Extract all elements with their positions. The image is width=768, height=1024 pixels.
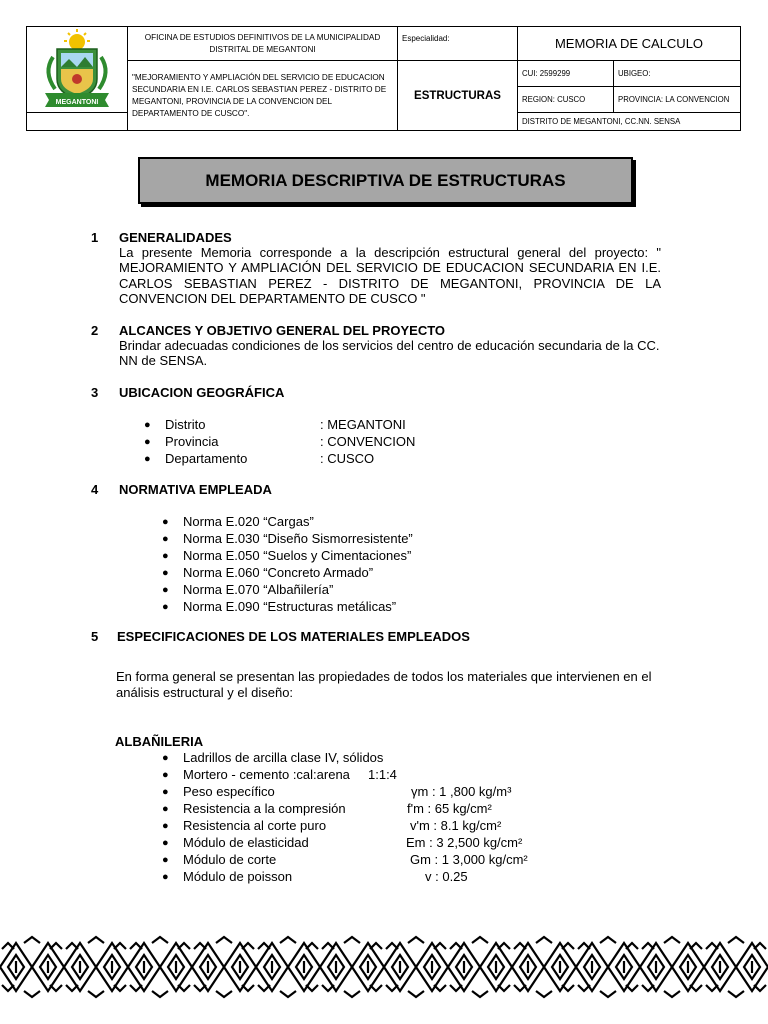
material-label: Peso específico bbox=[183, 784, 275, 799]
section-number: 1 bbox=[91, 230, 99, 245]
especialidad-value: ESTRUCTURAS bbox=[398, 61, 518, 131]
logo-text: MEGANTONI bbox=[55, 99, 99, 106]
bullet: ● bbox=[162, 752, 169, 764]
material-value: f'm : 65 kg/cm² bbox=[407, 801, 492, 816]
ubicacion-label: Departamento bbox=[165, 451, 248, 466]
cui: CUI: 2599299 bbox=[518, 61, 614, 87]
office-name: OFICINA DE ESTUDIOS DEFINITIVOS DE LA MUNICIPALIDAD DISTRITAL DE MEGANTONI bbox=[128, 27, 398, 61]
municipality-logo-cell bbox=[27, 27, 128, 113]
project-name: "MEJORAMIENTO Y AMPLIACIÓN DEL SERVICIO DE EDUCACION SECUNDARIA EN I.E. CARLOS SEBASTIAN PEREZ - DISTRITO DE MEGANTONI, PROVINCIA DE LA CONVENCION DEL DEPARTAMENTO DE CUSCO". bbox=[128, 61, 398, 131]
page-title: MEMORIA DESCRIPTIVA DE ESTRUCTURAS bbox=[138, 157, 633, 204]
material-value: v'm : 8.1 kg/cm² bbox=[410, 818, 502, 833]
section-title: ALCANCES Y OBJETIVO GENERAL DEL PROYECTO bbox=[119, 323, 446, 338]
section-text: Brindar adecuadas condiciones de los servicios del centro de educación secundaria de la CC. NN de SENSA. bbox=[119, 338, 660, 369]
section-number: 4 bbox=[91, 482, 99, 497]
material-value: Em : 3 2,500 kg/cm² bbox=[406, 835, 523, 850]
norma-item: Norma E.070 “Albañilería” bbox=[183, 582, 334, 597]
header-table bbox=[26, 26, 741, 131]
bullet: ● bbox=[162, 533, 169, 545]
bullet: ● bbox=[162, 820, 169, 832]
document-title: MEMORIA DE CALCULO bbox=[518, 27, 741, 61]
ubicacion-value: : MEGANTONI bbox=[320, 417, 406, 432]
section-number: 5 bbox=[91, 629, 99, 644]
bullet: ● bbox=[162, 550, 169, 562]
norma-item: Norma E.050 “Suelos y Cimentaciones” bbox=[183, 548, 412, 563]
bullet: ● bbox=[162, 584, 169, 596]
ubigeo: UBIGEO: bbox=[614, 61, 741, 87]
section-title: ESPECIFICACIONES DE LOS MATERIALES EMPLEADOS bbox=[117, 629, 470, 644]
section-text: La presente Memoria corresponde a la descripción estructural general del proyecto: " MEJORAMIENTO Y AMPLIACIÓN DEL SERVICIO DE EDUCACION SECUNDARIA EN I.E. CARLOS SEBASTIAN PEREZ - DISTRITO DE MEGANTONI, PROVINCIA DE LA CONVENCION DEL DEPARTAMENTO DE CUSCO " bbox=[119, 245, 661, 306]
especialidad-label: Especialidad: bbox=[398, 27, 518, 61]
bullet: ● bbox=[144, 419, 151, 431]
material-label: Módulo de corte bbox=[183, 852, 277, 867]
section-title: NORMATIVA EMPLEADA bbox=[119, 482, 272, 497]
material-value: γm : 1 ,800 kg/m³ bbox=[411, 784, 512, 799]
material-label: Ladrillos de arcilla clase IV, sólidos bbox=[183, 750, 384, 765]
norma-item: Norma E.020 “Cargas” bbox=[183, 514, 314, 529]
ubicacion-label: Distrito bbox=[165, 417, 206, 432]
material-value: Gm : 1 3,000 kg/cm² bbox=[410, 852, 528, 867]
section-title: GENERALIDADES bbox=[119, 230, 232, 245]
decorative-footer-pattern bbox=[0, 935, 768, 999]
material-label: Resistencia al corte puro bbox=[183, 818, 327, 833]
distrito: DISTRITO DE MEGANTONI, CC.NN. SENSA bbox=[518, 113, 741, 131]
bullet: ● bbox=[162, 516, 169, 528]
material-label: Módulo de elasticidad bbox=[183, 835, 309, 850]
bullet: ● bbox=[144, 453, 151, 465]
section-title: UBICACION GEOGRÁFICA bbox=[119, 385, 285, 400]
ubicacion-label: Provincia bbox=[165, 434, 219, 449]
region: REGION: CUSCO bbox=[518, 87, 614, 113]
provincia: PROVINCIA: LA CONVENCION bbox=[614, 87, 741, 113]
bullet: ● bbox=[162, 769, 169, 781]
material-label: Módulo de poisson bbox=[183, 869, 293, 884]
bullet: ● bbox=[162, 837, 169, 849]
bullet: ● bbox=[162, 786, 169, 798]
bullet: ● bbox=[162, 803, 169, 815]
norma-item: Norma E.060 “Concreto Armado” bbox=[183, 565, 374, 580]
bullet: ● bbox=[162, 567, 169, 579]
material-value: v : 0.25 bbox=[425, 869, 468, 884]
bullet: ● bbox=[162, 854, 169, 866]
section-number: 3 bbox=[91, 385, 99, 400]
norma-item: Norma E.090 “Estructuras metálicas” bbox=[183, 599, 397, 614]
norma-item: Norma E.030 “Diseño Sismorresistente” bbox=[183, 531, 413, 546]
material-heading: ALBAÑILERIA bbox=[115, 734, 204, 749]
bullet: ● bbox=[162, 601, 169, 613]
material-label: Resistencia a la compresión bbox=[183, 801, 346, 816]
material-value: 1:1:4 bbox=[368, 767, 397, 782]
section-text: En forma general se presentan las propiedades de todos los materiales que intervienen en el análisis estructural y el diseño: bbox=[116, 669, 652, 700]
megantoni-logo bbox=[35, 27, 119, 109]
bullet: ● bbox=[144, 436, 151, 448]
ubicacion-value: : CONVENCION bbox=[320, 434, 416, 449]
section-number: 2 bbox=[91, 323, 99, 338]
bullet: ● bbox=[162, 871, 169, 883]
material-label: Mortero - cemento :cal:arena bbox=[183, 767, 350, 782]
ubicacion-value: : CUSCO bbox=[320, 451, 375, 466]
